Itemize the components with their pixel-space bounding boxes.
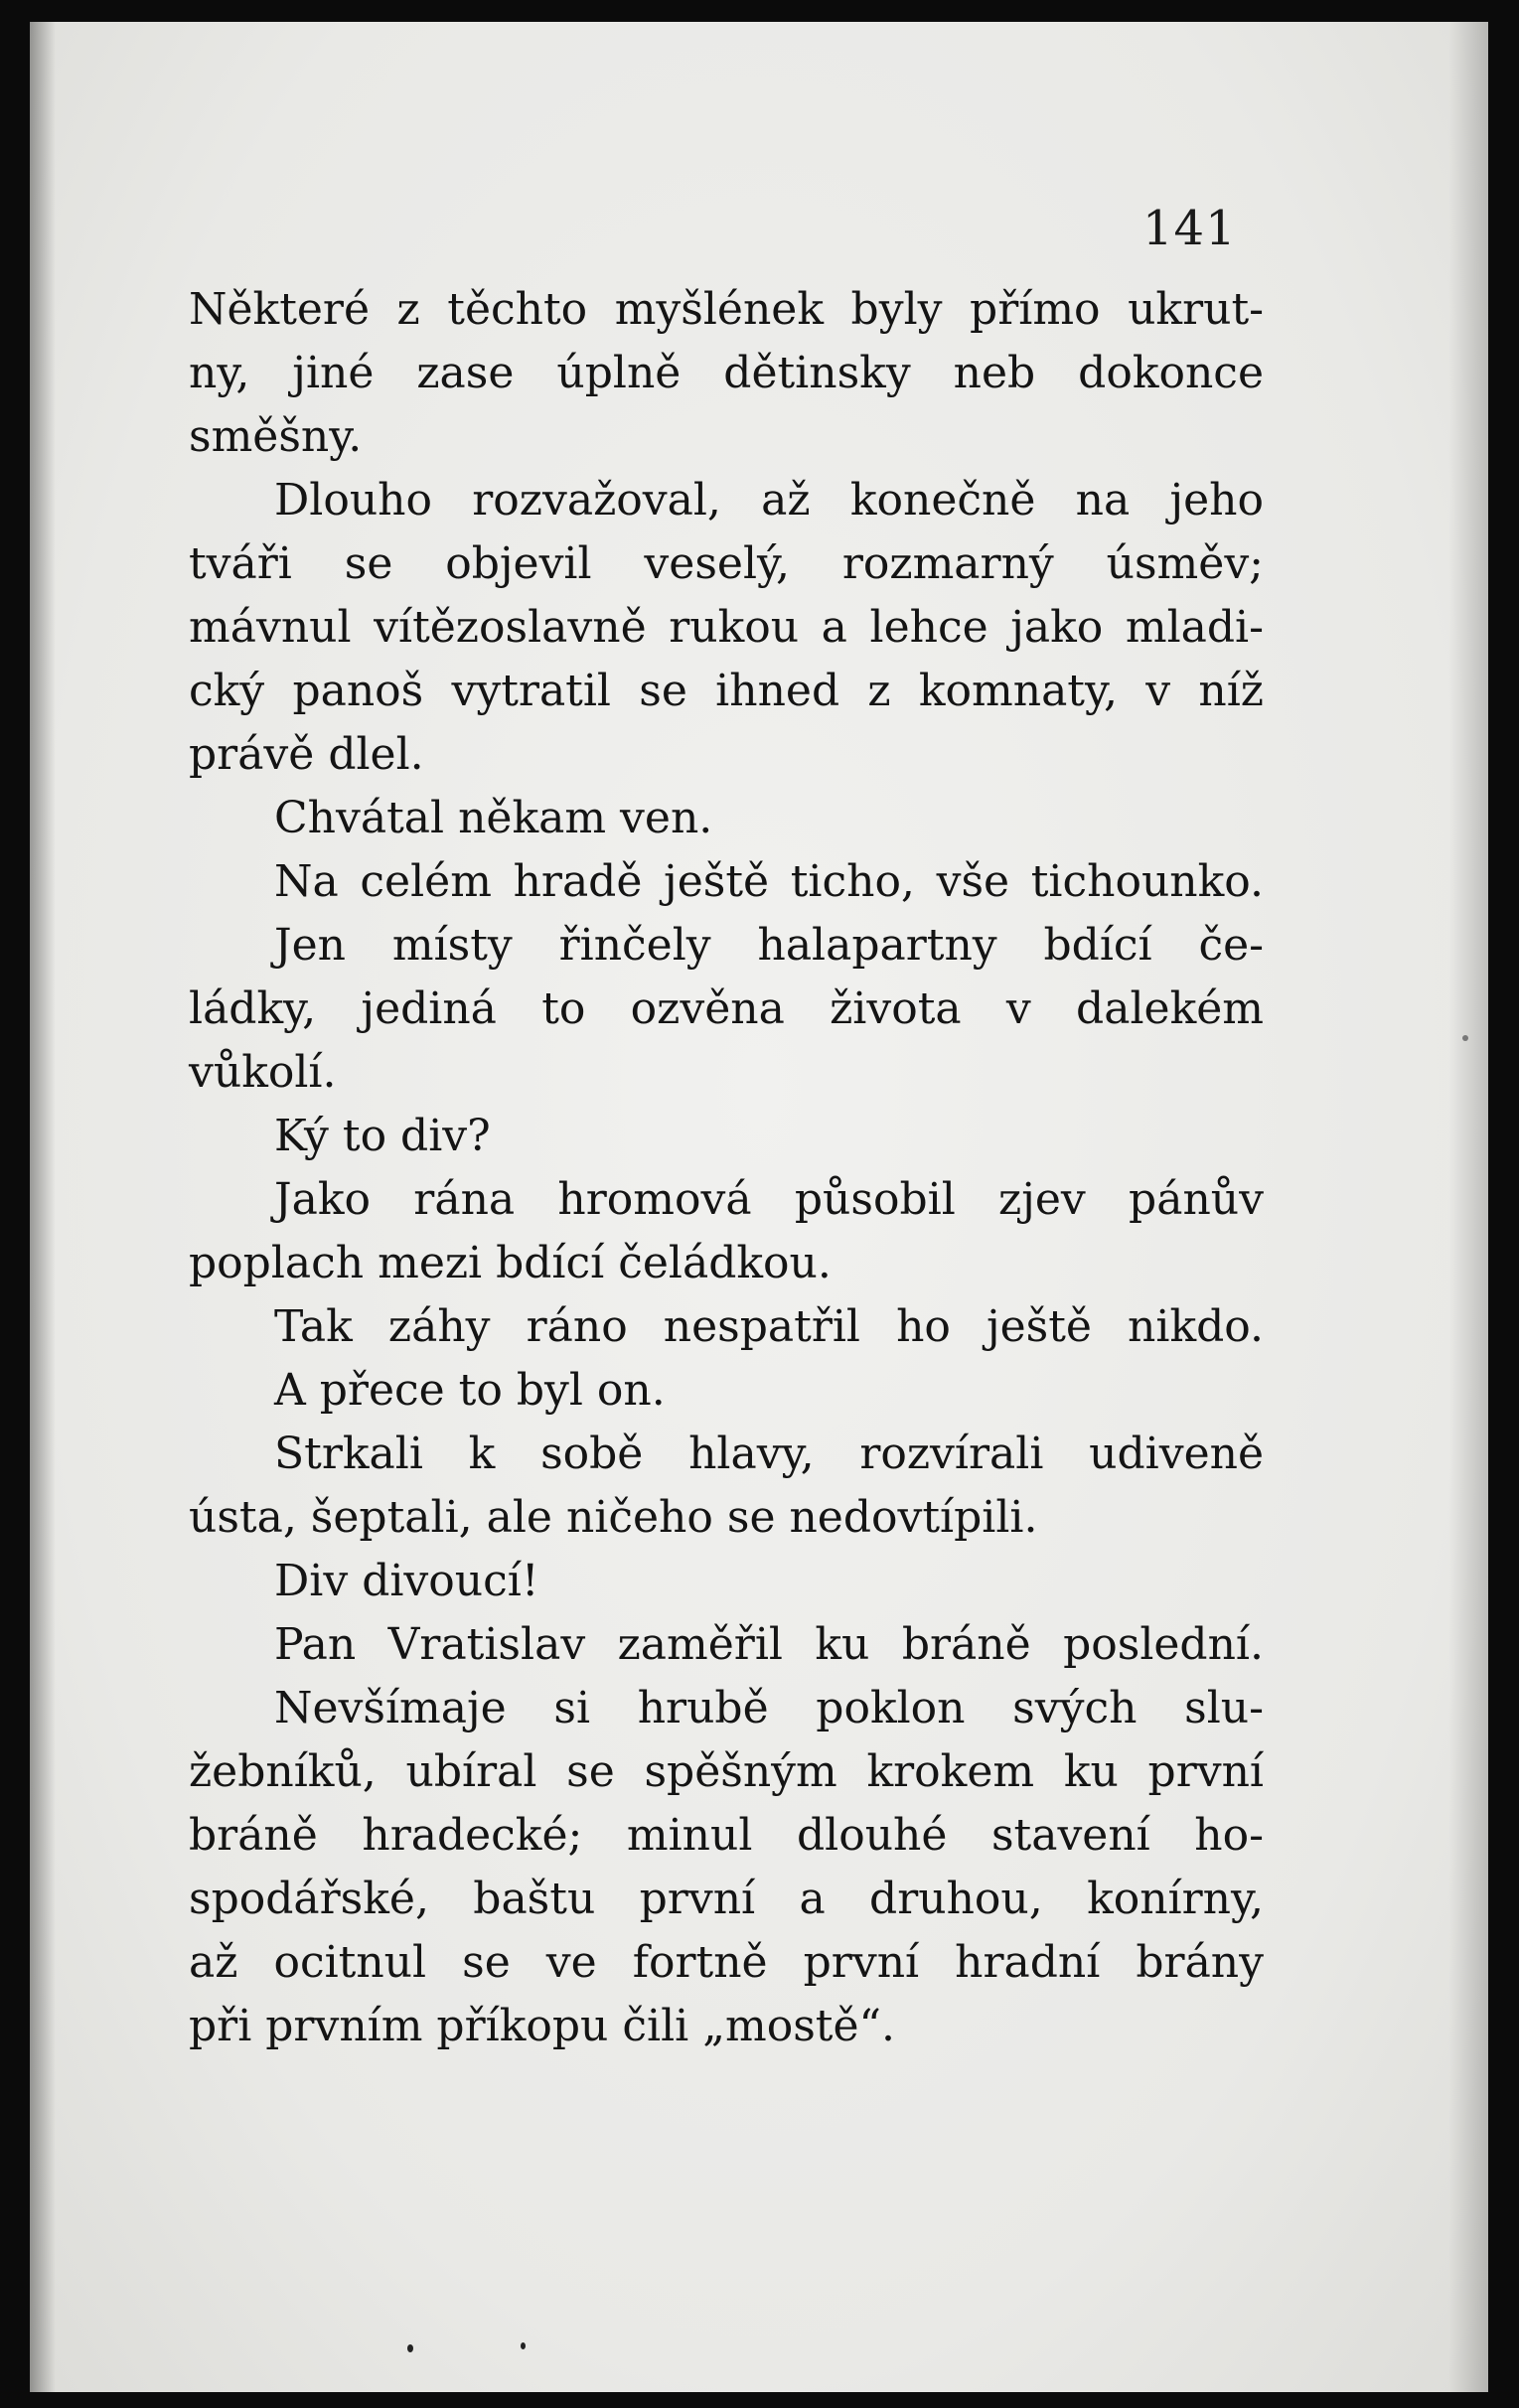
text-line: ústa, šeptali, ale ničeho se nedovtípili. [189,1492,1038,1543]
page-edge-shadow [1448,22,1488,2392]
text-line: Dlouho rozvažoval, až konečně na jeho [274,475,1264,526]
text-line: spodářské, baštu první a druhou, konírny, [189,1874,1264,1924]
text-line: poplach mezi bdící čeládkou. [189,1238,832,1288]
text-line: Tak záhy ráno nespatřil ho ještě nikdo. [274,1301,1264,1352]
book-page [30,22,1488,2392]
spine-shadow [30,22,56,2392]
print-speck [407,2344,413,2352]
text-line: ládky, jediná to ozvěna života v dalekém [189,983,1264,1034]
text-line: Jen místy řinčely halapartny bdící če- [274,920,1264,971]
text-line: směšny. [189,411,363,462]
text-line: žebníků, ubíral se spěšným krokem ku první [189,1746,1264,1797]
text-line: ny, jiné zase úplně dětinsky neb dokonce [189,348,1264,398]
text-line: vůkolí. [189,1047,337,1098]
text-line: Strkali k sobě hlavy, rozvírali udiveně [274,1429,1264,1479]
body-text [189,278,1264,2058]
text-line: Pan Vratislav zaměřil ku bráně poslední. [274,1619,1264,1670]
text-line: právě dlel. [189,729,424,780]
text-line: mávnul vítězoslavně rukou a lehce jako mladi- [189,602,1264,653]
text-line: až ocitnul se ve fortně první hradní brány [189,1937,1264,1988]
text-line: Nevšímaje si hrubě poklon svých slu- [274,1683,1264,1733]
text-line: A přece to byl on. [274,1365,666,1416]
text-line: Div divoucí! [274,1556,539,1606]
text-line: bráně hradecké; minul dlouhé stavení ho- [189,1810,1264,1861]
text-line: Na celém hradě ještě ticho, vše tichounko. [274,856,1264,907]
text-line: Ký to div? [274,1111,491,1161]
text-line: Jako rána hromová působil zjev pánův [274,1174,1264,1225]
print-speck [1462,1035,1468,1041]
print-speck [521,2342,526,2349]
text-line: Některé z těchto myšlének byly přímo ukrut- [189,284,1264,335]
text-line: tváři se objevil veselý, rozmarný úsměv; [189,538,1264,589]
text-line: při prvním příkopu čili „mostě“. [189,2001,895,2051]
text-line: cký panoš vytratil se ihned z komnaty, v níž [189,666,1264,716]
page-number: 141 [1142,201,1237,256]
text-line: Chvátal někam ven. [274,793,713,843]
